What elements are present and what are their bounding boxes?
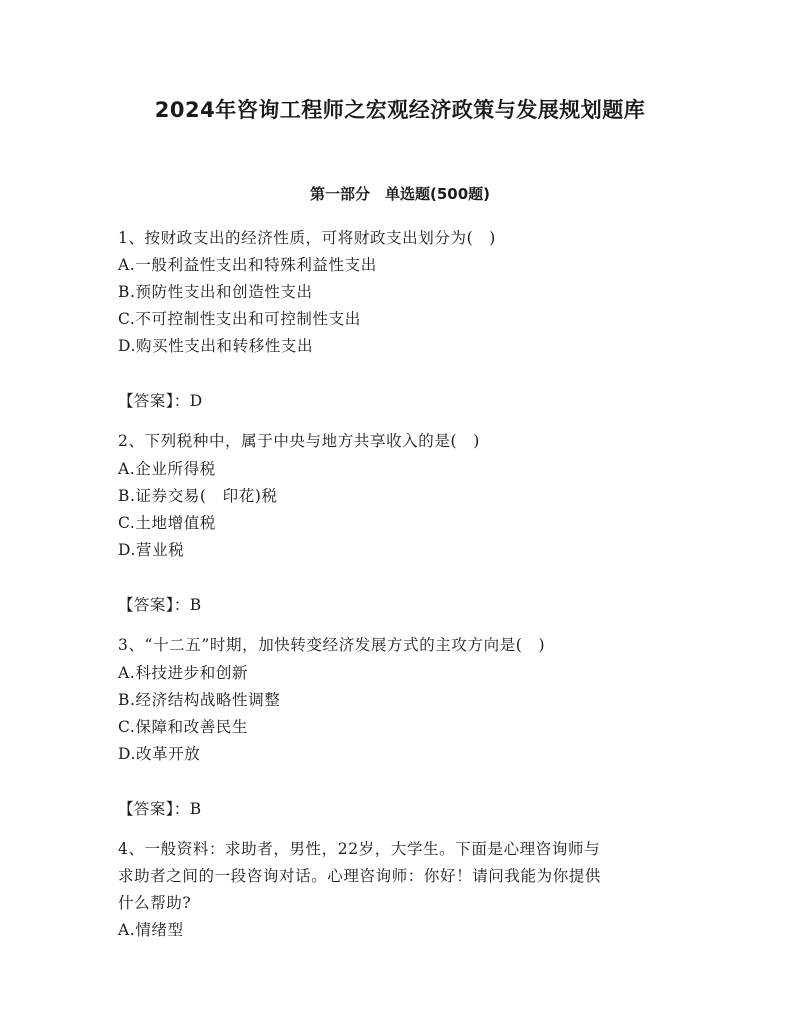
document-title: 2024年咨询工程师之宏观经济政策与发展规划题库 [154, 98, 646, 122]
question-2-stem: 2、下列税种中，属于中央与地方共享收入的是( ) [118, 432, 480, 450]
question-3-stem: 3、“十二五”时期，加快转变经济发展方式的主攻方向是( ) [118, 636, 546, 654]
question-1-option-c: C.不可控制性支出和可控制性支出 [118, 310, 361, 328]
question-1-answer: 【答案】：D [118, 392, 203, 410]
question-2-option-d: D.营业税 [118, 541, 185, 559]
question-4-option-a: A.情绪型 [118, 921, 184, 939]
question-1-option-b: B.预防性支出和创造性支出 [118, 283, 313, 301]
question-3-option-c: C.保障和改善民生 [118, 718, 249, 736]
question-1-option-d: D.购买性支出和转移性支出 [118, 337, 314, 355]
section-heading: 第一部分 单选题(500题) [309, 185, 491, 203]
question-3-option-b: B.经济结构战略性调整 [118, 691, 281, 709]
question-2-option-a: A.企业所得税 [118, 460, 216, 478]
question-4-stem-line-1: 4、一般资料：求助者，男性，22岁，大学生。下面是心理咨询师与 [118, 840, 601, 858]
question-2-option-b: B.证券交易( 印花)税 [118, 487, 278, 505]
question-2-answer: 【答案】：B [118, 596, 202, 614]
question-1-option-a: A.一般利益性支出和特殊利益性支出 [118, 256, 377, 274]
question-4-stem-line-2: 求助者之间的一段咨询对话。心理咨询师：你好！请问我能为你提供 [118, 867, 602, 885]
question-1-stem: 1、按财政支出的经济性质，可将财政支出划分为( ) [118, 229, 496, 247]
question-3-option-d: D.改革开放 [118, 745, 201, 763]
question-2-option-c: C.土地增值税 [118, 514, 216, 532]
question-4-stem-line-3: 什么帮助? [118, 894, 192, 912]
question-3-option-a: A.科技进步和创新 [118, 664, 249, 682]
question-3-answer: 【答案】：B [118, 800, 202, 818]
